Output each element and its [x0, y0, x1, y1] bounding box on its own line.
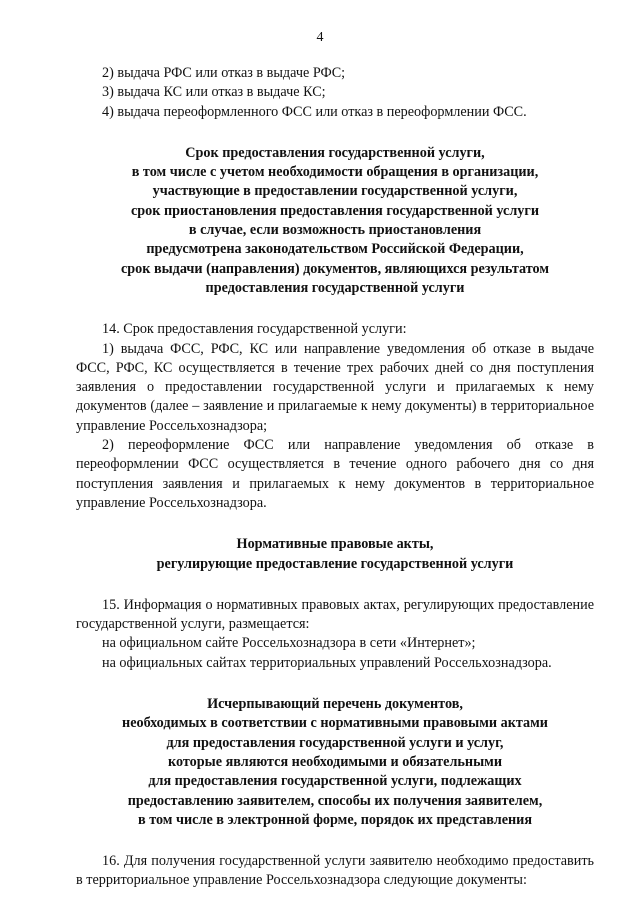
- heading-line: Срок предоставления государственной услуги,: [185, 144, 485, 161]
- heading-line: предусмотрена законодательством Российской Федерации,: [146, 241, 524, 258]
- paragraph-15-line-2: на официальных сайтах территориальных управлений Россельхознадзора.: [102, 654, 552, 671]
- section-heading-normative-acts: [76, 535, 594, 574]
- list-item: 4) выдача переоформленного ФСС или отказ в переоформлении ФСС.: [102, 103, 527, 120]
- heading-line: в том числе с учетом необходимости обращения в организации,: [131, 164, 539, 181]
- document-body: [76, 64, 594, 891]
- heading-line: для предоставления государственной услуги, подлежащих: [148, 773, 522, 790]
- heading-line: срок выдачи (направления) документов, являющихся результатом: [120, 260, 550, 277]
- section-heading-term: [76, 144, 594, 298]
- list-item: 2) выдача РФС или отказ в выдаче РФС;: [102, 65, 346, 81]
- heading-line: предоставления государственной услуги: [205, 279, 465, 296]
- heading-line: для предоставления государственной услуги и услуг,: [166, 734, 504, 751]
- section-heading-documents: [76, 695, 594, 830]
- paragraph-16: 16. Для получения государственной услуги заявителю необходимо предоставить в территориальное управление Россельхознадзора следующие документы:: [76, 853, 594, 889]
- paragraph-14-item-2: 2) переоформление ФСС или направление уведомления об отказе в переоформлении ФСС осуществляется в течение одного рабочего дня со дня поступления заявления и прилагаемых к нему документов в территориальное управление Россельхознадзора.: [76, 437, 594, 511]
- paragraph-15-line-1: на официальном сайте Россельхознадзора в сети «Интернет»;: [102, 635, 476, 652]
- paragraph-15-intro: 15. Информация о нормативных правовых актах, регулирующих предоставление государственной услуги, размещается:: [76, 596, 594, 633]
- page-number: 4: [316, 30, 324, 45]
- heading-line: участвующие в предоставлении государственной услуги,: [152, 183, 518, 200]
- paragraph-14-item-1: 1) выдача ФСС, РФС, КС или направление уведомления об отказе в выдаче ФСС, РФС, КС осуществляется в течение трех рабочих дней со дня поступления заявления о предоставлении государственной услуги и прилагаемых к нему документов (далее – заявление и прилагаемые к нему документы) в территориальное управление Россельхознадзора;: [76, 340, 594, 434]
- heading-line: необходимых в соответствии с нормативными правовыми актами: [122, 715, 548, 732]
- list-item: 3) выдача КС или отказ в выдаче КС;: [102, 84, 326, 101]
- heading-line: Нормативные правовые акты,: [236, 536, 434, 553]
- heading-line: регулирующие предоставление государственной услуги: [156, 555, 514, 572]
- heading-line: Исчерпывающий перечень документов,: [207, 696, 463, 713]
- heading-line: в том числе в электронной форме, порядок их представления: [137, 811, 533, 828]
- heading-line: которые являются необходимыми и обязательными: [168, 753, 502, 770]
- paragraph-14-intro: 14. Срок предоставления государственной услуги:: [102, 321, 407, 338]
- heading-line: в случае, если возможность приостановления: [188, 222, 482, 239]
- heading-line: предоставлению заявителем, способы их получения заявителем,: [127, 792, 543, 809]
- heading-line: срок приостановления предоставления государственной услуги: [130, 202, 540, 219]
